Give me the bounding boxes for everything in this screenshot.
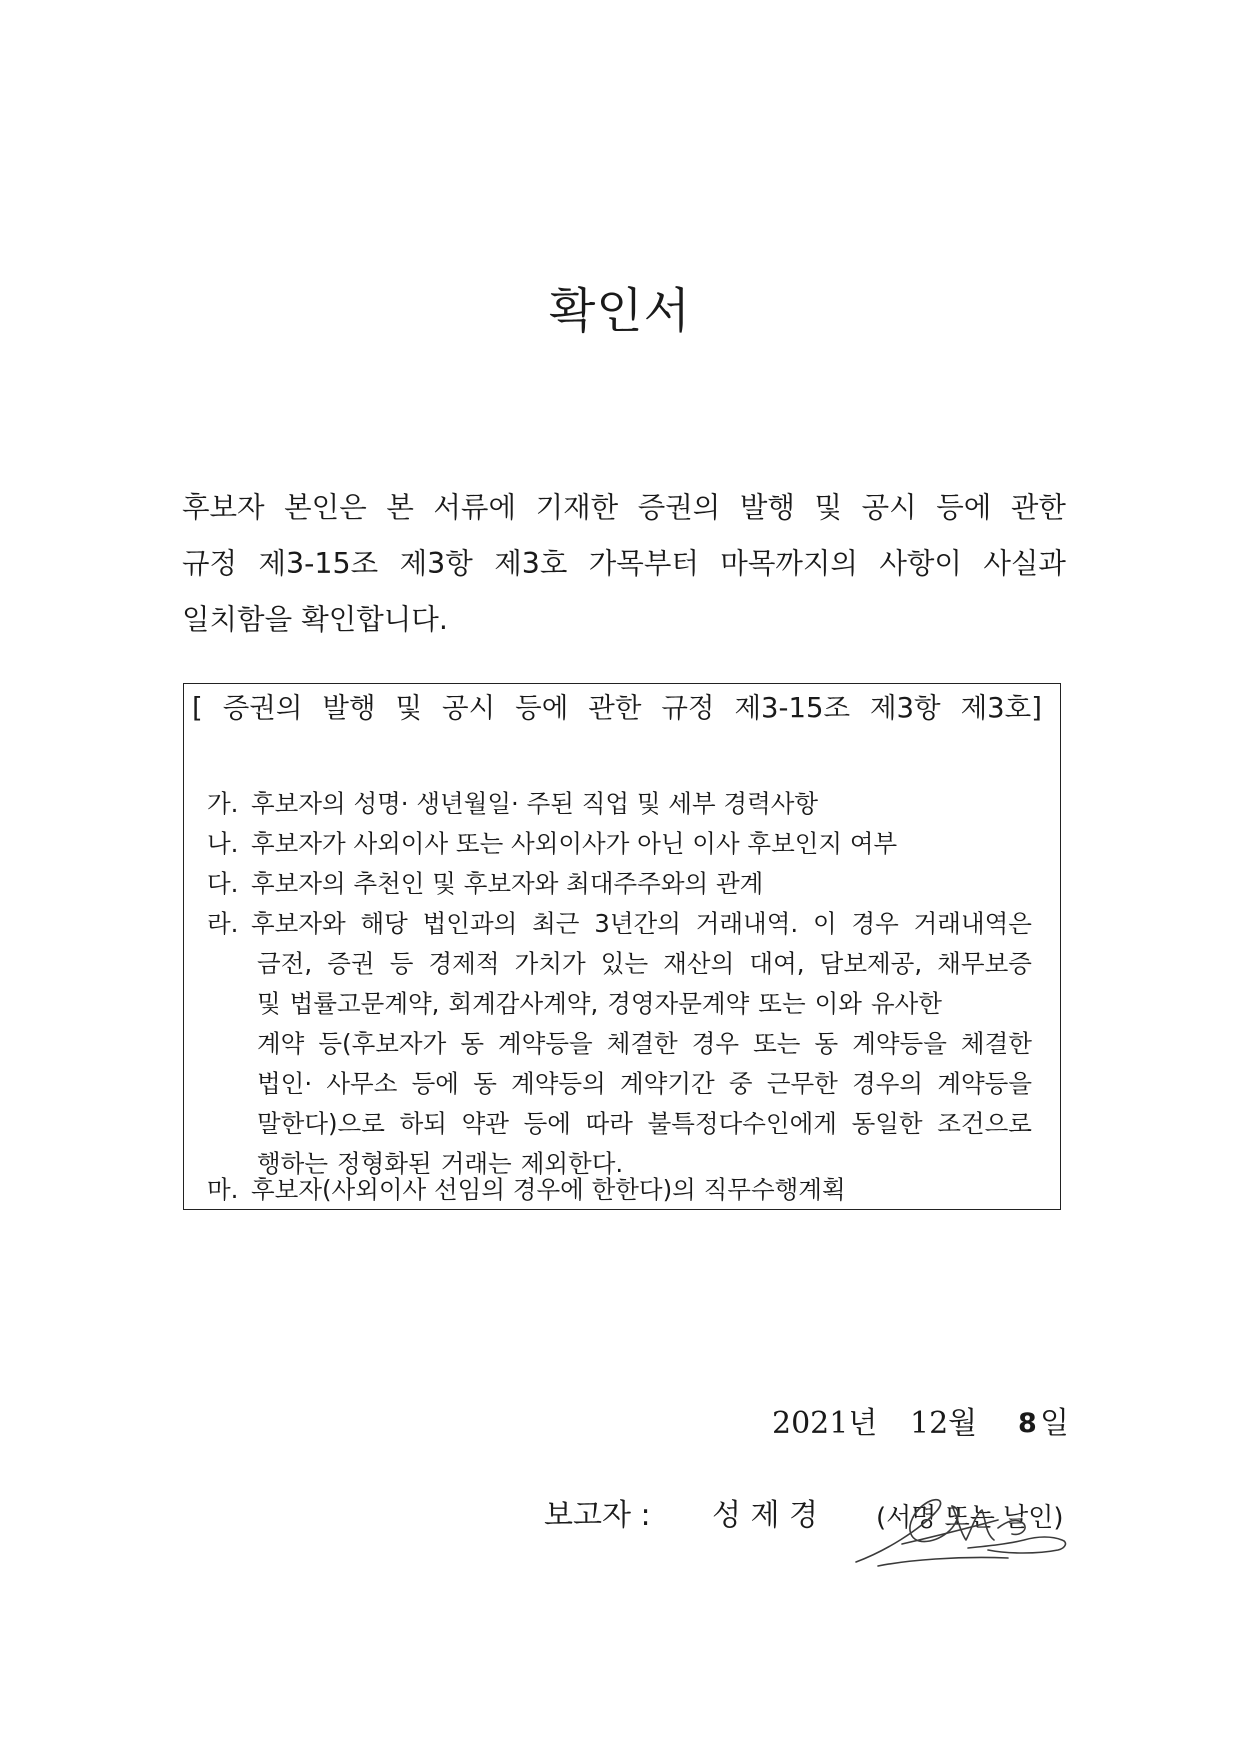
word: 3년간의 [594,909,681,938]
word: 동일한 [851,1109,923,1138]
word: 이 [812,909,837,938]
word: 채무보증 [937,949,1032,978]
word: 말한다)으로 [257,1109,385,1138]
word: 확인합니다. [301,603,448,636]
word: 발행 [739,491,795,524]
intro-line [182,592,1066,648]
word: 등에 [515,692,569,724]
word: 또는 [753,1029,801,1058]
reporter-name: 성 제 경 [712,1498,819,1533]
word: 기재한 [535,491,619,524]
word: 사실과 [983,547,1066,580]
word: 금전, [257,949,313,978]
word: 경제적 [428,949,500,978]
word: 본인은 [284,491,367,524]
word: 계약등의 [511,1069,606,1098]
item-text: 후보자의 추천인 및 후보자와 최대주주와의 관계 [251,869,764,898]
list-item [207,1170,846,1210]
word: 후보자와 [251,909,346,938]
item-text [251,904,1032,944]
word: 등에 [936,491,992,524]
word: 증권 [327,949,375,978]
word: 가치가 [514,949,586,978]
word: 거래내역. [695,909,799,938]
word: 담보제공, [819,949,923,978]
word: 체결한 [960,1029,1032,1058]
word: 계약 [257,1029,305,1058]
item-continuation-line [257,1104,1032,1144]
intro-line [182,480,1066,536]
word: 및 [257,989,281,1018]
item-continuation-line [257,1064,1032,1104]
word: 유사한 [870,989,942,1018]
word: 경우 [851,909,899,938]
word: 조건으로 [937,1109,1032,1138]
word: 해당 [360,909,408,938]
word: 규정 [661,692,715,724]
word: 대여, [749,949,805,978]
word: 중 [728,1069,753,1098]
word: 행하는 [257,1149,329,1178]
page-title: 확인서 [548,283,692,339]
word: 및 [395,692,423,724]
word: 등에 [411,1069,459,1098]
date-day-label: 일 [1040,1406,1069,1441]
list-item [207,904,1032,944]
word: 증권의 [637,491,721,524]
item-marker: 나. [207,829,239,858]
word: 계약등을 [852,1029,947,1058]
word: 이와 [814,989,862,1018]
regulation-box-header [192,686,1042,730]
word: 경우의 [852,1069,924,1098]
word: 관한 [588,692,642,724]
word: 제3항 [399,547,473,580]
word: 증권의 [222,692,303,724]
word: 등 [389,949,414,978]
reporter-label: 보고자 : [544,1498,651,1533]
signature-note: (서명 또는 날인) [876,1503,1064,1533]
word: 가목부터 [588,547,699,580]
word: 법인과의 [422,909,518,938]
item-marker: 마. [207,1175,239,1204]
word: [ [192,692,203,724]
list-item [207,864,763,904]
list-item [207,824,897,864]
word: 제3-15조 [258,547,379,580]
word: 회계감사계약, [448,989,599,1018]
date-year: 2021년 [772,1406,878,1441]
word: 제3-15조 [734,692,851,724]
word: 후보자 [182,491,265,524]
word: 거래내역은 [913,909,1032,938]
intro-paragraph [182,480,1066,648]
item-text: 후보자가 사외이사 또는 사외이사가 아닌 이사 후보인지 여부 [251,829,898,858]
word: 최근 [532,909,580,938]
item-marker: 라. [207,909,239,938]
item-marker: 다. [207,869,239,898]
word: 공시 [861,491,917,524]
word: 계약등을 [498,1029,593,1058]
word: 일치함을 [182,603,293,636]
word: 제3호 [494,547,568,580]
word: 경우 [691,1029,740,1058]
word: 등에 [523,1109,571,1138]
word: 규정 [182,547,238,580]
word: 계약기간 [620,1069,715,1098]
word: 및 [814,491,843,524]
word: 법률고문계약, [289,989,440,1018]
item-continuation-line [257,1024,1032,1064]
regulation-box [183,683,1061,1210]
date-month: 12월 [910,1406,978,1441]
word: 따라 [585,1109,633,1138]
word: 정형화된 [337,1149,432,1178]
word: 공시 [442,692,496,724]
word: 제3호] [960,692,1042,724]
word: 체결한 [606,1029,678,1058]
word: 하되 [399,1109,447,1138]
word: 동 [460,1029,484,1058]
word: 본 [386,491,414,524]
word: 불특정다수인에게 [647,1109,837,1138]
word: 약관 [461,1109,509,1138]
word: 있는 [600,949,649,978]
item-continuation-line [257,944,1032,984]
word: 서류에 [433,491,516,524]
word: 경영자문계약 [607,989,750,1018]
word: 사항이 [879,547,962,580]
word: 동 [473,1069,497,1098]
word: 계약등을 [937,1069,1032,1098]
word: 근무한 [766,1069,838,1098]
word: 등(후보자가 [318,1029,447,1058]
item-continuation-line [257,984,1032,1024]
word: 제외한다. [520,1149,624,1178]
item-text: 후보자(사외이사 선임의 경우에 한한다)의 직무수행계획 [251,1175,846,1204]
word: 또는 [758,989,806,1018]
handwritten-signature [848,1470,1078,1580]
item-text: 후보자의 성명· 생년월일· 주된 직업 및 세부 경력사항 [251,789,819,818]
word: 동 [814,1029,839,1058]
word: 제3항 [869,692,941,724]
word: 관한 [1010,491,1066,524]
list-item [207,784,818,824]
word: 법인· [257,1069,313,1098]
word: 사무소 [326,1069,398,1098]
word: 재산의 [663,949,735,978]
word: 거래는 [440,1149,512,1178]
date-day-number: 8 [1018,1408,1037,1439]
intro-line [182,536,1066,592]
item-marker: 가. [207,789,239,818]
word: 발행 [322,692,376,724]
word: 마목까지의 [720,547,858,580]
